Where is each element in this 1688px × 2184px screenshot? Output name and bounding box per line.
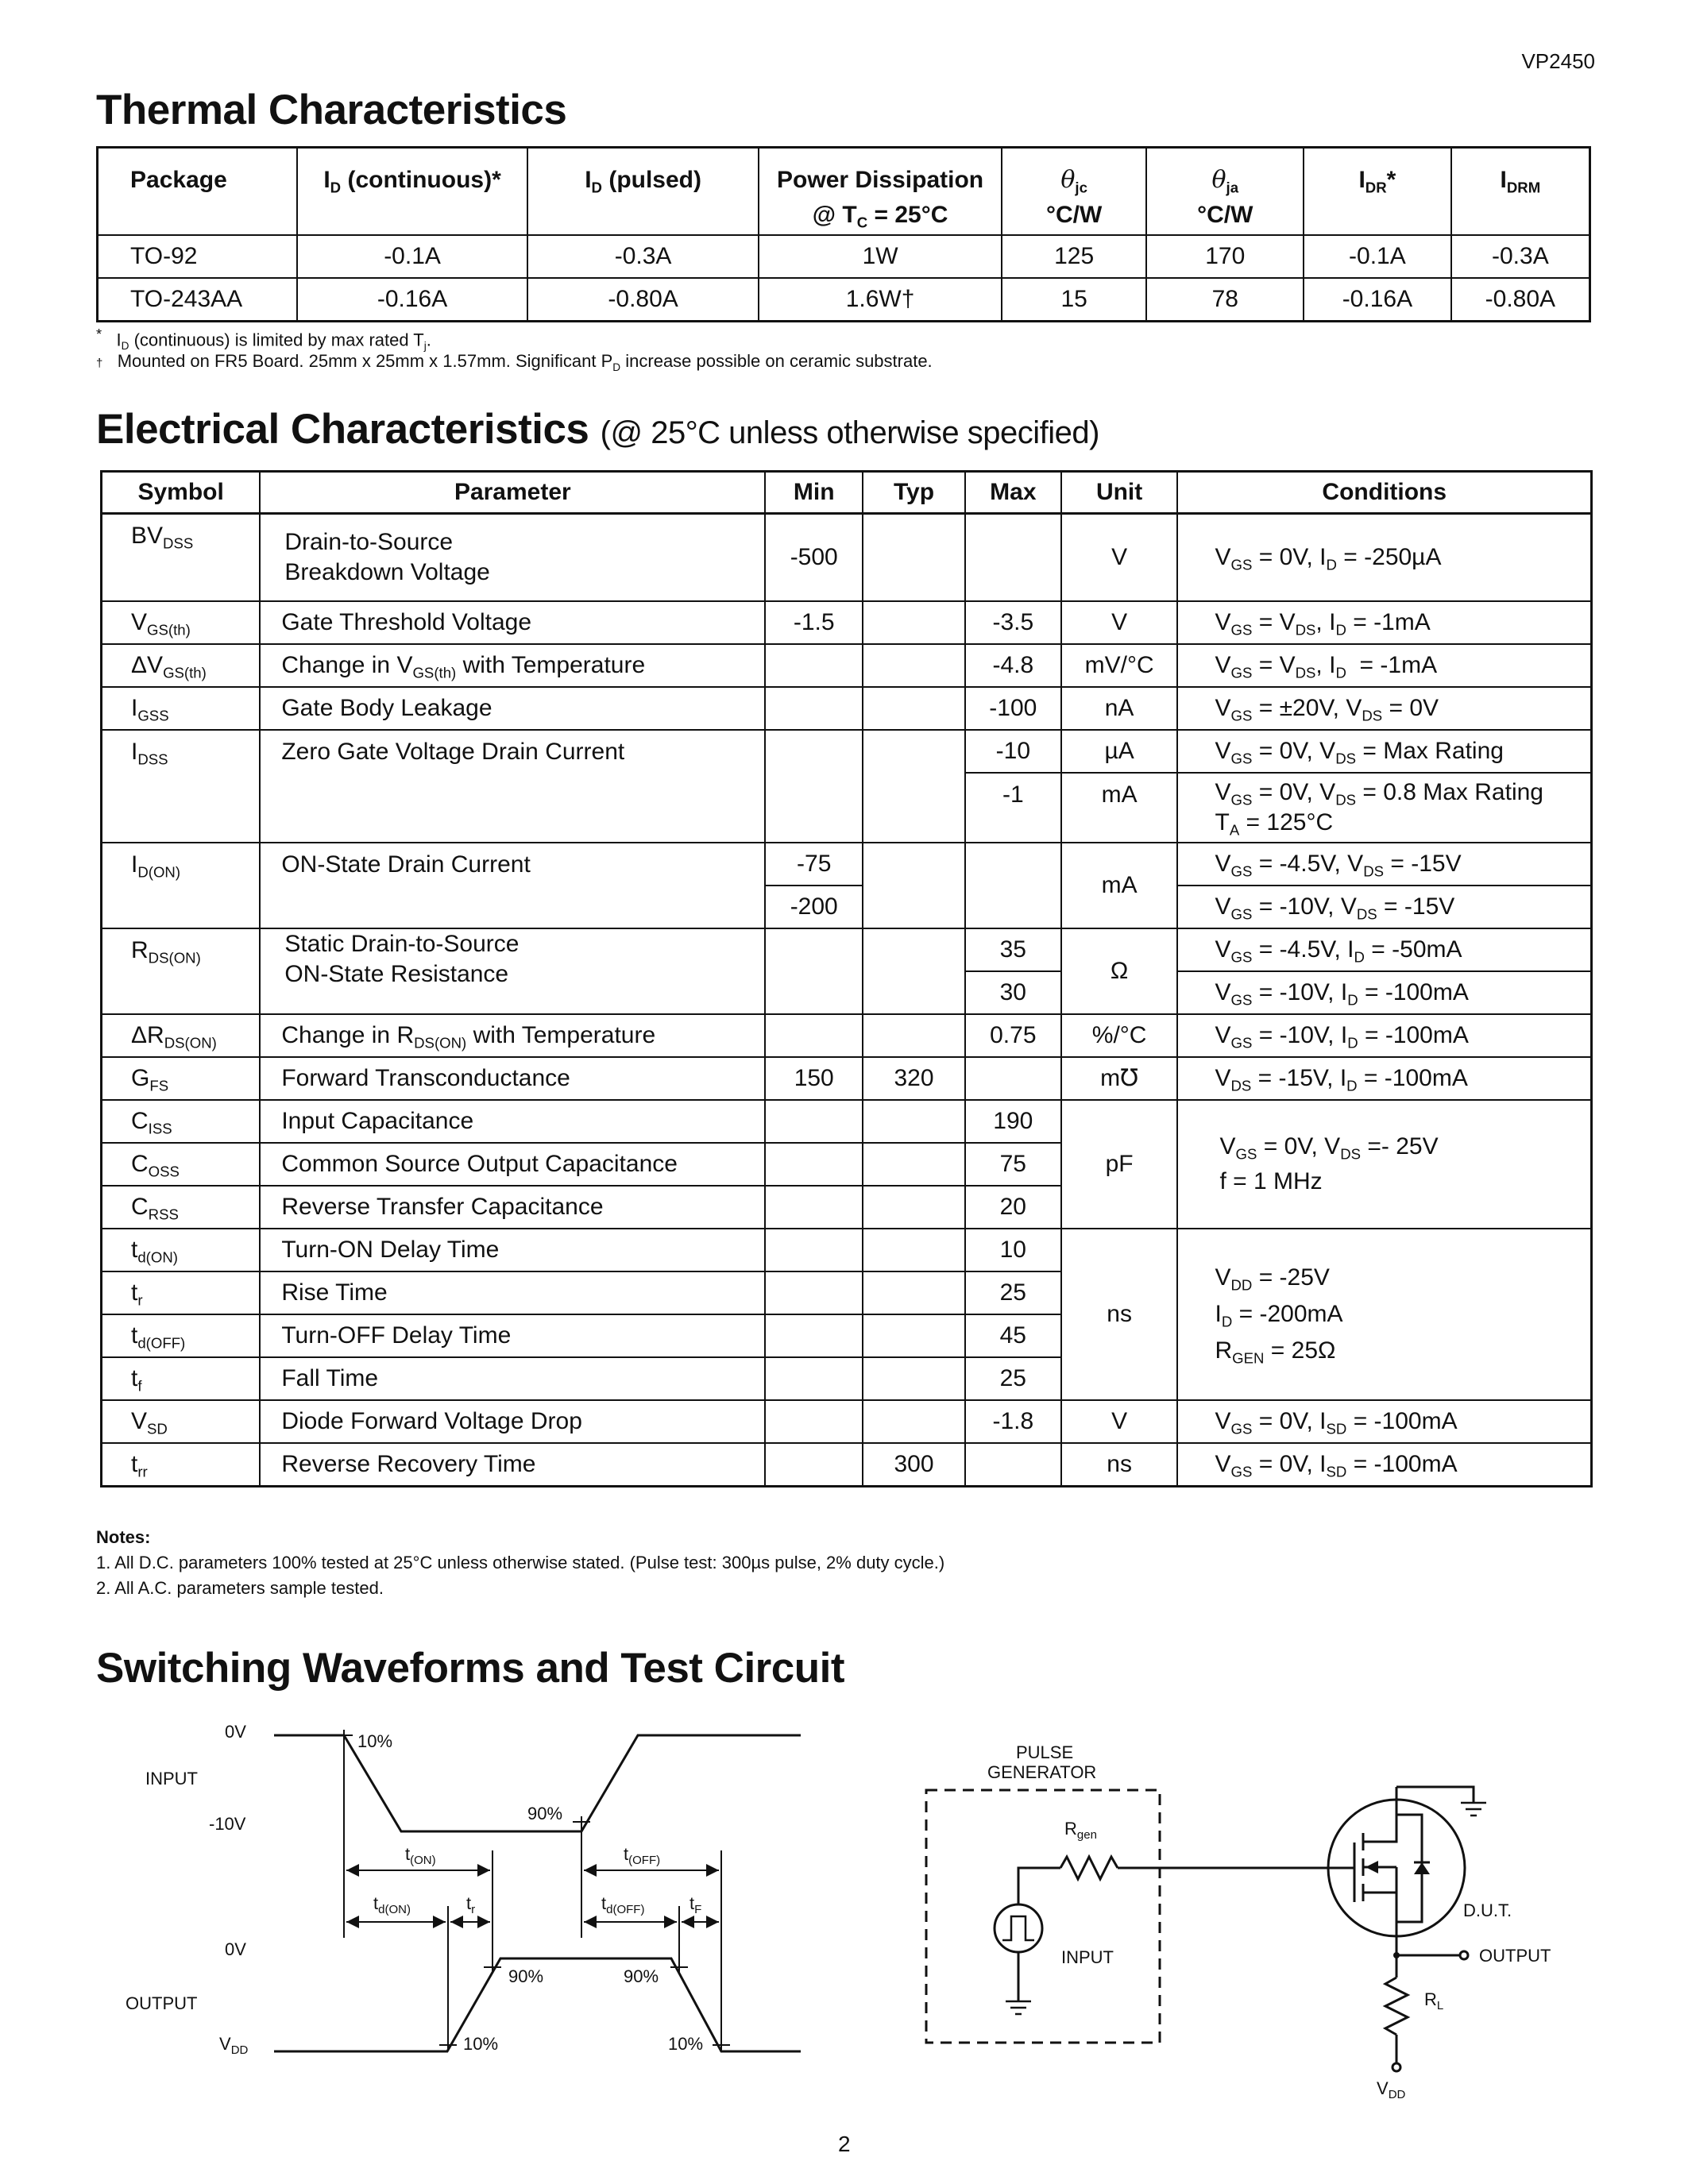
cell bbox=[863, 1314, 965, 1357]
table-row bbox=[102, 601, 1592, 644]
symbol-idss: $I_{DSS}$ bbox=[102, 730, 261, 843]
cell bbox=[863, 1357, 965, 1400]
condition-bvdss: $V_{GS} = 0V$, $I_D = -250\mu A$ bbox=[1177, 514, 1591, 601]
cell: 170 bbox=[1146, 235, 1304, 278]
param-vsd: Diode Forward Voltage Drop bbox=[260, 1400, 765, 1443]
cell bbox=[863, 644, 965, 687]
cell bbox=[765, 1443, 863, 1487]
waveform-labels bbox=[126, 1722, 703, 2057]
param-tr: Rise Time bbox=[260, 1271, 765, 1314]
label-90pct-out2: 90% bbox=[624, 1966, 659, 1986]
symbol-igss: $I_{GSS}$ bbox=[102, 687, 261, 730]
cell: 45 bbox=[965, 1314, 1061, 1357]
cell: 0.75 bbox=[965, 1014, 1061, 1057]
label-0v-out: 0V bbox=[225, 1939, 246, 1959]
label-0v-in: 0V bbox=[225, 1722, 246, 1742]
cell: pF bbox=[1061, 1100, 1178, 1229]
cell: -0.80A bbox=[527, 278, 759, 322]
cell bbox=[863, 730, 965, 843]
cell: V bbox=[1061, 1400, 1178, 1443]
cell: V bbox=[1061, 601, 1178, 644]
cell bbox=[863, 1271, 965, 1314]
param-igss: Gate Body Leakage bbox=[260, 687, 765, 730]
cell bbox=[863, 514, 965, 601]
cell: -10 bbox=[965, 730, 1061, 773]
cell: mV/°C bbox=[1061, 644, 1178, 687]
symbol-vsd: $V_{SD}$ bbox=[102, 1400, 261, 1443]
condition-idss-1: $V_{GS} = 0V$, $V_{DS}$ = Max Rating bbox=[1177, 730, 1591, 773]
cell bbox=[765, 1314, 863, 1357]
cell: 25 bbox=[965, 1357, 1061, 1400]
hdr-id-continuous: $I_D$ (continuous)* bbox=[297, 148, 527, 236]
cell: -1.5 bbox=[765, 601, 863, 644]
switching-title: Switching Waveforms and Test Circuit bbox=[96, 1645, 845, 1692]
cell: 10 bbox=[965, 1229, 1061, 1271]
hdr-min: Min bbox=[765, 472, 863, 514]
electrical-header-row bbox=[102, 472, 1592, 514]
label-toff: $t_{(OFF)}$ bbox=[624, 1844, 661, 1867]
param-idss: Zero Gate Voltage Drain Current bbox=[260, 730, 765, 843]
param-gfs: Forward Transconductance bbox=[260, 1057, 765, 1100]
cell bbox=[765, 687, 863, 730]
notes bbox=[96, 1525, 944, 1601]
cell bbox=[965, 1443, 1061, 1487]
cell: 30 bbox=[965, 971, 1061, 1014]
condition-gfs: $V_{DS} = -15V$, $I_D = -100mA$ bbox=[1177, 1057, 1591, 1100]
page-number: 2 bbox=[838, 2132, 851, 2156]
cell bbox=[863, 1400, 965, 1443]
condition-rdson-2: $V_{GS} = -10V$, $I_D = -100mA$ bbox=[1177, 971, 1591, 1014]
param-coss: Common Source Output Capacitance bbox=[260, 1143, 765, 1186]
thermal-header-row bbox=[98, 148, 1590, 236]
cell bbox=[863, 1229, 965, 1271]
cell bbox=[863, 928, 965, 1014]
table-row bbox=[102, 1100, 1592, 1143]
symbol-crss: $C_{RSS}$ bbox=[102, 1186, 261, 1229]
table-row bbox=[98, 235, 1590, 278]
cell: -0.16A bbox=[297, 278, 527, 322]
cell: 35 bbox=[965, 928, 1061, 971]
label-circuit-vdd: $V_{DD}$ bbox=[1377, 2078, 1406, 2101]
label-dut: D.U.T. bbox=[1463, 1900, 1512, 1920]
param-tdon: Turn-ON Delay Time bbox=[260, 1229, 765, 1271]
symbol-trr: $t_{rr}$ bbox=[102, 1443, 261, 1487]
cell bbox=[765, 1229, 863, 1271]
symbol-bvdss: $BV_{DSS}$ bbox=[102, 514, 261, 601]
condition-capacitance: $V_{GS} = 0V$, $V_{DS} =- 25V$ f = 1 MHz bbox=[1177, 1100, 1591, 1229]
label-90pct-out1: 90% bbox=[508, 1966, 544, 1986]
symbol-tf: $t_f$ bbox=[102, 1357, 261, 1400]
condition-idss-2: $V_{GS} = 0V$, $V_{DS} = 0.8$ Max Rating $T_A = 125^\circ C$ bbox=[1177, 773, 1591, 843]
thermal-table bbox=[96, 146, 1591, 322]
hdr-unit: Unit bbox=[1061, 472, 1178, 514]
symbol-tdon: $t_{d(ON)}$ bbox=[102, 1229, 261, 1271]
body-diode bbox=[1414, 1862, 1430, 1874]
condition-dvgsth: $V_{GS} = V_{DS}$, $I_D = -1mA$ bbox=[1177, 644, 1591, 687]
table-row bbox=[102, 928, 1592, 971]
label-input: INPUT bbox=[145, 1769, 198, 1788]
cell: 20 bbox=[965, 1186, 1061, 1229]
label-output: OUTPUT bbox=[126, 1993, 198, 2013]
cell bbox=[965, 514, 1061, 601]
cell: 78 bbox=[1146, 278, 1304, 322]
notes-title: Notes: bbox=[96, 1527, 151, 1547]
cell: -100 bbox=[965, 687, 1061, 730]
mosfet-arrow bbox=[1365, 1861, 1378, 1873]
label-10pct-in: 10% bbox=[357, 1731, 393, 1751]
condition-rdson-1: $V_{GS} = -4.5V$, $I_D = -50mA$ bbox=[1177, 928, 1591, 971]
condition-vgsth: $V_{GS} = V_{DS}$, $I_D = -1mA$ bbox=[1177, 601, 1591, 644]
symbol-tdoff: $t_{d(OFF)}$ bbox=[102, 1314, 261, 1357]
label-generator: GENERATOR bbox=[987, 1762, 1097, 1782]
symbol-tr: $t_r$ bbox=[102, 1271, 261, 1314]
tick-marks bbox=[335, 1730, 730, 2051]
electrical-table bbox=[100, 470, 1593, 1488]
circuit-labels bbox=[987, 1742, 1551, 2101]
output-terminal bbox=[1460, 1951, 1468, 1959]
pulse-generator-box bbox=[926, 1790, 1160, 2043]
cell: 190 bbox=[965, 1100, 1061, 1143]
cell bbox=[765, 644, 863, 687]
condition-vsd: $V_{GS} = 0V$, $I_{SD} = -100mA$ bbox=[1177, 1400, 1591, 1443]
label-tr: $t_r$ bbox=[466, 1893, 476, 1916]
condition-trr: $V_{GS} = 0V$, $I_{SD} = -100mA$ bbox=[1177, 1443, 1591, 1487]
cell: nA bbox=[1061, 687, 1178, 730]
table-row bbox=[98, 278, 1590, 322]
cell: mA bbox=[1061, 773, 1178, 843]
note-2: 2. All A.C. parameters sample tested. bbox=[96, 1578, 384, 1598]
param-crss: Reverse Transfer Capacitance bbox=[260, 1186, 765, 1229]
hdr-typ: Typ bbox=[863, 472, 965, 514]
label-pulse: PULSE bbox=[1016, 1742, 1074, 1762]
cell bbox=[765, 730, 863, 843]
cell: -1.8 bbox=[965, 1400, 1061, 1443]
output-waveform bbox=[274, 1958, 801, 2051]
table-row bbox=[102, 1057, 1592, 1100]
thermal-footnote-2: † Mounted on FR5 Board. 25mm x 25mm x 1.57mm. Significant $P_D$ increase possible on ceramic substrate. bbox=[96, 351, 933, 373]
symbol-rdson: $R_{DS(ON)}$ bbox=[102, 928, 261, 1014]
cell: 1.6W† bbox=[759, 278, 1002, 322]
input-waveform bbox=[274, 1735, 801, 1831]
cell bbox=[965, 843, 1061, 928]
label-10pct-out2: 10% bbox=[668, 2034, 704, 2054]
cell bbox=[765, 1143, 863, 1186]
hdr-theta-jc: $\theta_{jc}$ °C/W bbox=[1002, 148, 1147, 236]
cell bbox=[863, 1100, 965, 1143]
cell: ns bbox=[1061, 1229, 1178, 1400]
condition-switching: $V_{DD} = -25V$ $I_D = -200mA$ $R_{GEN} = 25\Omega$ bbox=[1177, 1229, 1591, 1400]
cell bbox=[863, 843, 965, 928]
test-circuit bbox=[926, 1787, 1486, 2071]
label-90pct-in: 90% bbox=[527, 1804, 563, 1823]
symbol-ciss: $C_{ISS}$ bbox=[102, 1100, 261, 1143]
electrical-title: Electrical Characteristics (@ 25°C unless otherwise specified) bbox=[96, 406, 1099, 453]
table-row bbox=[102, 644, 1592, 687]
condition-idon-2: $V_{GS} = -10V$, $V_{DS} = -15V$ bbox=[1177, 886, 1591, 928]
cell: 150 bbox=[765, 1057, 863, 1100]
symbol-coss: $C_{OSS}$ bbox=[102, 1143, 261, 1186]
param-bvdss: Drain-to-Source Breakdown Voltage bbox=[260, 514, 765, 601]
table-row bbox=[102, 687, 1592, 730]
label-tdoff: $t_{d(OFF)}$ bbox=[601, 1893, 645, 1916]
cell bbox=[863, 1014, 965, 1057]
cell: -75 bbox=[765, 843, 863, 886]
hdr-package: Package bbox=[98, 148, 298, 236]
cell bbox=[765, 1271, 863, 1314]
cell: -3.5 bbox=[965, 601, 1061, 644]
table-row bbox=[102, 843, 1592, 886]
label-10pct-out1: 10% bbox=[463, 2034, 499, 2054]
rgen-resistor bbox=[1060, 1857, 1118, 1879]
cell: -200 bbox=[765, 886, 863, 928]
symbol-drdson: $\Delta R_{DS(ON)}$ bbox=[102, 1014, 261, 1057]
cell: 15 bbox=[1002, 278, 1147, 322]
cell: 1W bbox=[759, 235, 1002, 278]
cell: TO-92 bbox=[98, 235, 298, 278]
label-vdd: $V_{DD}$ bbox=[219, 2034, 249, 2057]
thermal-title: Thermal Characteristics bbox=[96, 87, 567, 133]
condition-drdson: $V_{GS} = -10V$, $I_D = -100mA$ bbox=[1177, 1014, 1591, 1057]
param-dvgsth: Change in $V_{GS(th)}$ with Temperature bbox=[260, 644, 765, 687]
cell: %/°C bbox=[1061, 1014, 1178, 1057]
rl-resistor bbox=[1385, 1978, 1408, 2035]
param-rdson: Static Drain-to-Source ON-State Resistance bbox=[260, 928, 765, 1014]
label-rl: $R_L$ bbox=[1424, 1989, 1444, 2012]
label-tdon: $t_{d(ON)}$ bbox=[373, 1893, 411, 1916]
param-tf: Fall Time bbox=[260, 1357, 765, 1400]
table-row bbox=[102, 730, 1592, 773]
cell bbox=[765, 928, 863, 1014]
label-ton: $t_{(ON)}$ bbox=[405, 1844, 436, 1867]
param-trr: Reverse Recovery Time bbox=[260, 1443, 765, 1487]
condition-idon-1: $V_{GS} = -4.5V$, $V_{DS} = -15V$ bbox=[1177, 843, 1591, 886]
hdr-conditions: Conditions bbox=[1177, 472, 1591, 514]
cell bbox=[863, 687, 965, 730]
reference-lines bbox=[344, 1735, 721, 2045]
param-tdoff: Turn-OFF Delay Time bbox=[260, 1314, 765, 1357]
cell: -1 bbox=[965, 773, 1061, 843]
symbol-idon: $I_{D(ON)}$ bbox=[102, 843, 261, 928]
label-circuit-output: OUTPUT bbox=[1479, 1946, 1551, 1966]
cell bbox=[863, 1186, 965, 1229]
table-row bbox=[102, 1014, 1592, 1057]
vdd-terminal bbox=[1393, 2063, 1400, 2071]
cell: -0.3A bbox=[527, 235, 759, 278]
cell: 25 bbox=[965, 1271, 1061, 1314]
hdr-max: Max bbox=[965, 472, 1061, 514]
cell bbox=[765, 1357, 863, 1400]
cell: V bbox=[1061, 514, 1178, 601]
param-drdson: Change in $R_{DS(ON)}$ with Temperature bbox=[260, 1014, 765, 1057]
table-row bbox=[102, 1443, 1592, 1487]
hdr-theta-ja: $\theta_{ja}$ °C/W bbox=[1146, 148, 1304, 236]
cell bbox=[765, 1400, 863, 1443]
timing-arrows bbox=[346, 1870, 719, 1922]
note-1: 1. All D.C. parameters 100% tested at 25°C unless otherwise stated. (Pulse test: 300µs pulse, 2% duty cycle.) bbox=[96, 1553, 945, 1572]
cell bbox=[863, 1143, 965, 1186]
cell: -0.16A bbox=[1304, 278, 1451, 322]
cell bbox=[863, 601, 965, 644]
hdr-id-pulsed: $I_D$ (pulsed) bbox=[527, 148, 759, 236]
cell: -0.3A bbox=[1451, 235, 1590, 278]
dut-circle bbox=[1328, 1800, 1465, 1936]
page-header: VP2450 bbox=[1521, 49, 1595, 73]
cell bbox=[765, 1014, 863, 1057]
cell: 300 bbox=[863, 1443, 965, 1487]
cell: TO-243AA bbox=[98, 278, 298, 322]
table-row bbox=[102, 1400, 1592, 1443]
cell: -0.1A bbox=[297, 235, 527, 278]
cell: -0.80A bbox=[1451, 278, 1590, 322]
input-source bbox=[995, 1904, 1042, 1952]
label-rgen: $R_{gen}$ bbox=[1064, 1819, 1097, 1842]
cell: µA bbox=[1061, 730, 1178, 773]
cell: -0.1A bbox=[1304, 235, 1451, 278]
label-circuit-input: INPUT bbox=[1061, 1947, 1114, 1967]
cell: 125 bbox=[1002, 235, 1147, 278]
hdr-idrm: $I_{DRM}$ bbox=[1451, 148, 1590, 236]
cell: -500 bbox=[765, 514, 863, 601]
table-row bbox=[102, 1229, 1592, 1271]
cell: 320 bbox=[863, 1057, 965, 1100]
cell bbox=[765, 1186, 863, 1229]
symbol-gfs: $G_{FS}$ bbox=[102, 1057, 261, 1100]
cell: -4.8 bbox=[965, 644, 1061, 687]
param-ciss: Input Capacitance bbox=[260, 1100, 765, 1143]
param-idon: ON-State Drain Current bbox=[260, 843, 765, 928]
thermal-footnote-1: * $I_D$ (continuous) is limited by max rated $T_j$. bbox=[96, 326, 431, 353]
condition-igss: $V_{GS} = \pm 20V$, $V_{DS} = 0V$ bbox=[1177, 687, 1591, 730]
hdr-symbol: Symbol bbox=[102, 472, 261, 514]
label-neg10v: -10V bbox=[209, 1814, 246, 1834]
cell: m℧ bbox=[1061, 1057, 1178, 1100]
cell: mA bbox=[1061, 843, 1178, 928]
label-tf: $t_F$ bbox=[689, 1893, 702, 1916]
cell: Ω bbox=[1061, 928, 1178, 1014]
cell bbox=[765, 1100, 863, 1143]
symbol-dvgsth: $\Delta V_{GS(th)}$ bbox=[102, 644, 261, 687]
hdr-parameter: Parameter bbox=[260, 472, 765, 514]
hdr-idr: $I_{DR}*$ bbox=[1304, 148, 1451, 236]
table-row bbox=[102, 514, 1592, 601]
cell: ns bbox=[1061, 1443, 1178, 1487]
cell bbox=[965, 1057, 1061, 1100]
hdr-power-dissipation: Power Dissipation @ $T_C = 25^\circ C$ bbox=[759, 148, 1002, 236]
symbol-vgsth: $V_{GS(th)}$ bbox=[102, 601, 261, 644]
cell: 75 bbox=[965, 1143, 1061, 1186]
param-vgsth: Gate Threshold Voltage bbox=[260, 601, 765, 644]
